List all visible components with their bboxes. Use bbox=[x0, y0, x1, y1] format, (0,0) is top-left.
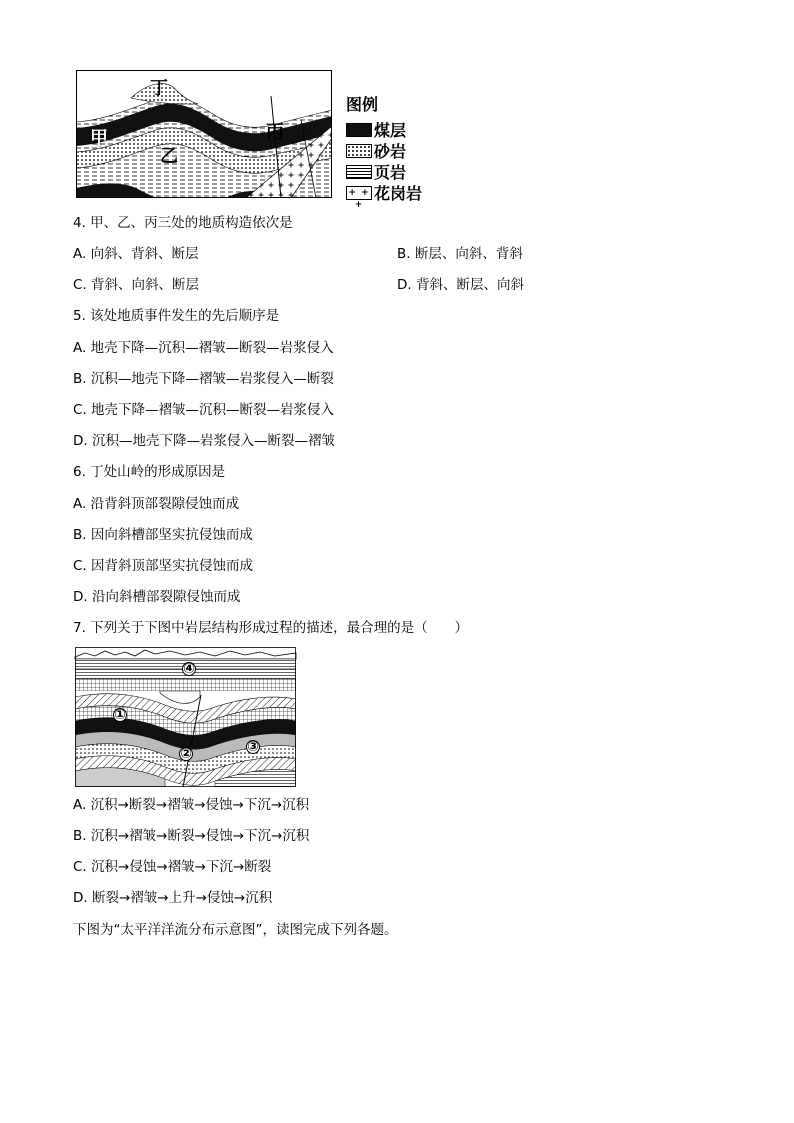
question-4-option-a[interactable]: A. 向斜、背斜、断层 bbox=[73, 246, 199, 262]
marker-1: ① bbox=[114, 707, 126, 723]
figure-rock-strata bbox=[75, 647, 296, 787]
legend-title: 图例 bbox=[346, 95, 379, 114]
granite-swatch-icon: + + + bbox=[346, 186, 372, 200]
legend-item-sandstone bbox=[346, 139, 406, 162]
coal-swatch-icon bbox=[346, 123, 372, 137]
sandstone-swatch-icon bbox=[346, 144, 372, 158]
question-4-stem: 4. 甲、乙、丙三处的地质构造依次是 bbox=[73, 215, 293, 231]
legend-label: 页岩 bbox=[374, 163, 407, 182]
legend-label: 煤层 bbox=[374, 121, 407, 140]
shale-swatch-icon bbox=[346, 165, 372, 179]
marker-4: ④ bbox=[183, 661, 195, 677]
question-6-option-b[interactable]: B. 因向斜槽部坚实抗侵蚀而成 bbox=[73, 527, 253, 543]
question-4-option-c[interactable]: C. 背斜、向斜、断层 bbox=[73, 277, 200, 293]
question-5-option-c[interactable]: C. 地壳下降—褶皱—沉积—断裂—岩浆侵入 bbox=[73, 402, 335, 418]
question-7-option-c[interactable]: C. 沉积→侵蚀→褶皱→下沉→断裂 bbox=[73, 859, 272, 875]
legend-item-granite bbox=[346, 181, 423, 210]
legend-item-coal bbox=[346, 118, 406, 141]
question-4-option-b[interactable]: B. 断层、向斜、背斜 bbox=[397, 246, 523, 262]
question-5-option-a[interactable]: A. 地壳下降—沉积—褶皱—断裂—岩浆侵入 bbox=[73, 340, 334, 356]
question-7-option-b[interactable]: B. 沉积→褶皱→断裂→侵蚀→下沉→沉积 bbox=[73, 828, 310, 844]
question-7-stem: 7. 下列关于下图中岩层结构形成过程的描述，最合理的是（ ） bbox=[73, 620, 469, 636]
question-7-option-a[interactable]: A. 沉积→断裂→褶皱→侵蚀→下沉→沉积 bbox=[73, 797, 310, 813]
question-6-option-c[interactable]: C. 因背斜顶部坚实抗侵蚀而成 bbox=[73, 558, 254, 574]
question-5-option-d[interactable]: D. 沉积—地壳下降—岩浆侵入—断裂—褶皱 bbox=[73, 433, 335, 449]
marker-3: ③ bbox=[247, 739, 259, 755]
geologic-section-drawing bbox=[76, 70, 332, 198]
legend-item-shale bbox=[346, 160, 406, 183]
legend-label: 花岗岩 bbox=[374, 184, 423, 203]
question-4-option-d[interactable]: D. 背斜、断层、向斜 bbox=[397, 277, 524, 293]
legend-label: 砂岩 bbox=[374, 142, 407, 161]
question-6-option-d[interactable]: D. 沿向斜槽部裂隙侵蚀而成 bbox=[73, 589, 241, 605]
question-6-stem: 6. 丁处山岭的形成原因是 bbox=[73, 464, 226, 480]
next-section-intro: 下图为“太平洋洋流分布示意图”，读图完成下列各题。 bbox=[73, 922, 398, 938]
label-yi: 乙 bbox=[160, 146, 178, 167]
question-5-option-b[interactable]: B. 沉积—地壳下降—褶皱—岩浆侵入—断裂 bbox=[73, 371, 334, 387]
question-6-option-a[interactable]: A. 沿背斜顶部裂隙侵蚀而成 bbox=[73, 496, 240, 512]
marker-2: ② bbox=[180, 746, 192, 762]
figure-geologic-section bbox=[76, 70, 332, 198]
label-bing: 丙 bbox=[266, 122, 284, 143]
label-ding: 丁 bbox=[150, 78, 168, 99]
question-7-option-d[interactable]: D. 断裂→褶皱→上升→侵蚀→沉积 bbox=[73, 890, 273, 906]
label-jia: 甲 bbox=[90, 128, 108, 149]
question-5-stem: 5. 该处地质事件发生的先后顺序是 bbox=[73, 308, 280, 324]
